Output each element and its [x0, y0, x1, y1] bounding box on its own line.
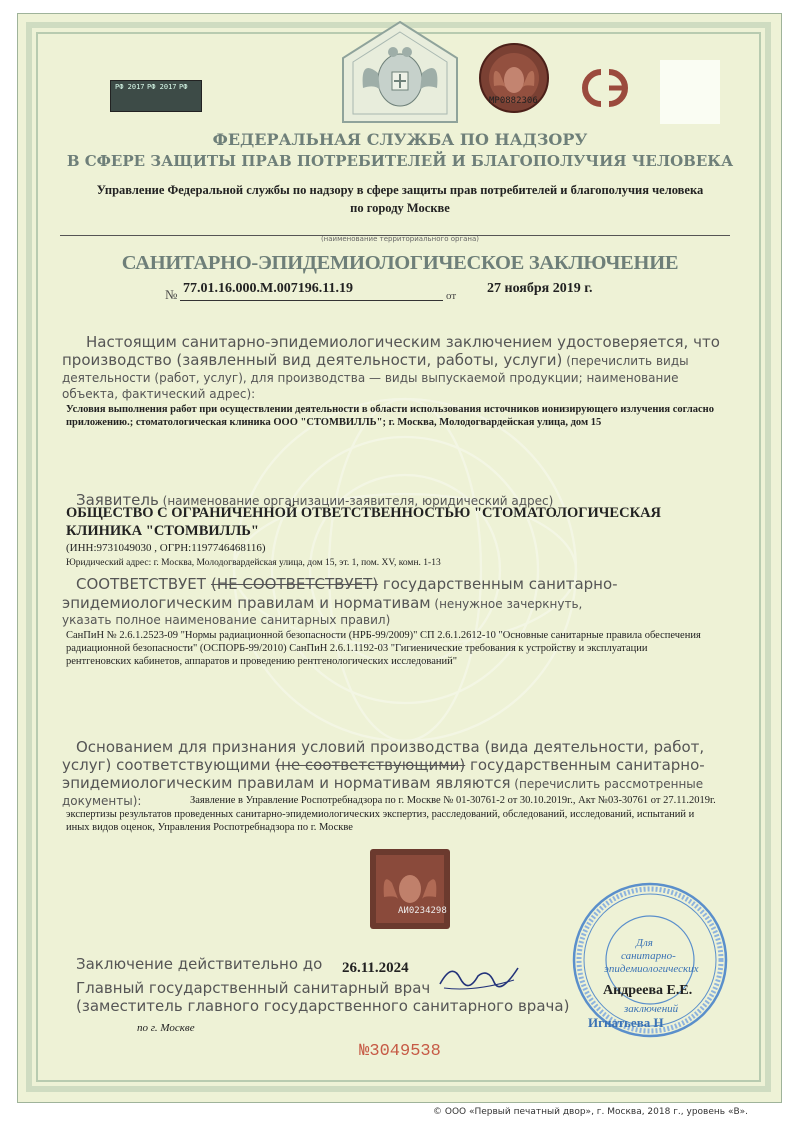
eagle-emblem-icon [335, 18, 465, 126]
hologram-label: РФ [179, 83, 188, 91]
statement-line-2 [62, 351, 689, 370]
statement-text: производство (заявленный вид деятельности, работы, услуги) [62, 351, 563, 369]
department-line-2: по городу Москве [350, 201, 450, 215]
blank-patch [660, 60, 720, 124]
basis-line-1: Основанием для признания условий производства (вида деятельности, работ, [76, 738, 705, 756]
seal-number: МР0882306 [489, 96, 538, 106]
date-prefix: от [446, 290, 457, 302]
stamp-line-1: Для [636, 937, 653, 949]
hologram-sticker-icon [370, 849, 450, 929]
validity-label: Заключение действительно до [76, 955, 323, 973]
basis-text: услуг) соответствующими [62, 756, 276, 774]
signatory-title-2: (заместитель главного государственного санитарного врача) [76, 997, 570, 1015]
stamp-line-2: санитарно- [621, 950, 676, 962]
compliance-line-3: указать полное наименование санитарных правил) [62, 613, 391, 627]
number-prefix: № [165, 287, 178, 302]
document-title: САНИТАРНО-ЭПИДЕМИОЛОГИЧЕСКОЕ ЗАКЛЮЧЕНИЕ [121, 252, 679, 274]
statement-line-4: объекта, фактический адрес): [62, 387, 256, 401]
hologram-label: РФ 2017 [115, 83, 145, 91]
basis-text: государственным санитарно- [465, 756, 705, 774]
background-rosette [215, 380, 595, 760]
not-conforms-struck: (НЕ СООТВЕТСТВУЕТ) [210, 575, 379, 593]
stamp-line-3: эпидемиологических [604, 963, 699, 975]
applicant-name-1: ОБЩЕСТВО С ОГРАНИЧЕННОЙ ОТВЕТСТВЕННОСТЬЮ "СТОМАТОЛОГИЧЕСКАЯ [66, 505, 662, 521]
document-number: 77.01.16.000.М.007196.11.19 [183, 281, 353, 296]
rules-line-3: рентгеновских кабинетов, аппаратов и проведению рентгенологических исследований" [66, 656, 458, 667]
basis-line-4: документы): [62, 794, 142, 808]
validity-date: 26.11.2024 [342, 960, 409, 976]
basis-line-2 [62, 756, 705, 774]
stamp-signature-name: Игнатьева Н [588, 1015, 664, 1030]
basis-documents-3: иных видов оценок, Управления Роспотребнадзора по г. Москве [66, 822, 353, 833]
rules-line-2: радиационной безопасности" (ОСПОРБ-99/2010) СанПиН 2.6.1.1192-03 "Гигиенические требования к устройству и эксплуатации [66, 643, 648, 654]
department-line-1: Управление Федеральной службы по надзору в сфере защиты прав потребителей и благополучия человека [96, 183, 704, 197]
compliance-line-1 [76, 575, 618, 593]
compliance-rest: государственным санитарно- [378, 575, 618, 593]
activity-description-1: Условия выполнения работ при осуществлении деятельности в области использования источников ионизирующего излучения согласно [66, 404, 714, 415]
applicant-name-2: КЛИНИКА "СТОМВИЛЛЬ" [66, 523, 259, 539]
agency-line-2: В СФЕРЕ ЗАЩИТЫ ПРАВ ПОТРЕБИТЕЛЕЙ И БЛАГОПОЛУЧИЯ ЧЕЛОВЕКА [66, 152, 734, 170]
statement-line-3: деятельности (работ, услуг), для производства — виды выпускаемой продукции; наименование [62, 371, 679, 385]
applicant-hint: (наименование организации-заявителя, юридический адрес) [158, 494, 554, 508]
document-date: 27 ноября 2019 г. [487, 281, 593, 296]
sticker-number: АИ0234298 [398, 906, 447, 916]
signatory-name: Андреева Е.Е. [603, 983, 693, 998]
basis-documents-1: Заявление в Управление Роспотребнадзора по г. Москве № 01-30761-2 от 30.10.2019г., Акт №03-30761 от 27.11.2019г. [190, 795, 716, 806]
applicant-ids: (ИНН:9731049030 , ОГРН:1197746468116) [66, 542, 266, 554]
basis-documents-2: экспертизы результатов проведенных санитарно-эпидемиологических экспертиз, расследований, обследований, исследований, испытаний и [66, 809, 695, 820]
compliance-text: эпидемиологическим правилам и нормативам [62, 594, 431, 612]
signatory-title-1: Главный государственный санитарный врач [76, 979, 431, 997]
department-caption: (наименование территориального органа) [320, 235, 480, 243]
hologram-strip [110, 80, 202, 112]
signatory-city: по г. Москве [137, 1022, 195, 1034]
printer-footer: © ООО «Первый печатный двор», г. Москва, 2018 г., уровень «В». [433, 1107, 748, 1117]
basis-text: эпидемиологическим правилам и нормативам являются [62, 774, 511, 792]
serial-number: №3049538 [359, 1042, 441, 1061]
conforms-text: СООТВЕТСТВУЕТ [76, 575, 206, 593]
rules-line-1: СанПиН № 2.6.1.2523-09 "Нормы радиационной безопасности (НРБ-99/2009)" СП 2.6.1.2612-10 "Основные санитарные правила обеспечения [66, 630, 701, 641]
statement-line-1: Настоящим санитарно-эпидемиологическим заключением удостоверяется, что [86, 333, 720, 351]
basis-hint: (перечислить рассмотренные [510, 777, 704, 791]
agency-line-1: ФЕДЕРАЛЬНАЯ СЛУЖБА ПО НАДЗОРУ [212, 130, 588, 149]
applicant-address: Юридический адрес: г. Москва, Молодогвардейская улица, дом 15, эт. 1, пом. XV, комн. 1-13 [66, 558, 441, 568]
activity-description-2: приложению.; стоматологическая клиника ООО "СТОМВИЛЛЬ"; г. Москва, Молодогвардейская улица, дом 15 [66, 417, 602, 428]
department-name [50, 181, 750, 217]
statement-hint: (перечислить виды [562, 354, 689, 368]
compliance-hint: (ненужное зачеркнуть, [430, 597, 583, 611]
applicant-label: Заявитель [76, 491, 159, 509]
basis-line-3 [62, 774, 703, 793]
certification-mark-icon [565, 66, 643, 110]
signature-icon [434, 958, 524, 998]
hologram-label: РФ 2017 [147, 83, 177, 91]
basis-struck: (не соответствующими) [275, 756, 466, 774]
stamp-line-4: заключений [624, 1003, 679, 1015]
number-underline [180, 300, 443, 301]
